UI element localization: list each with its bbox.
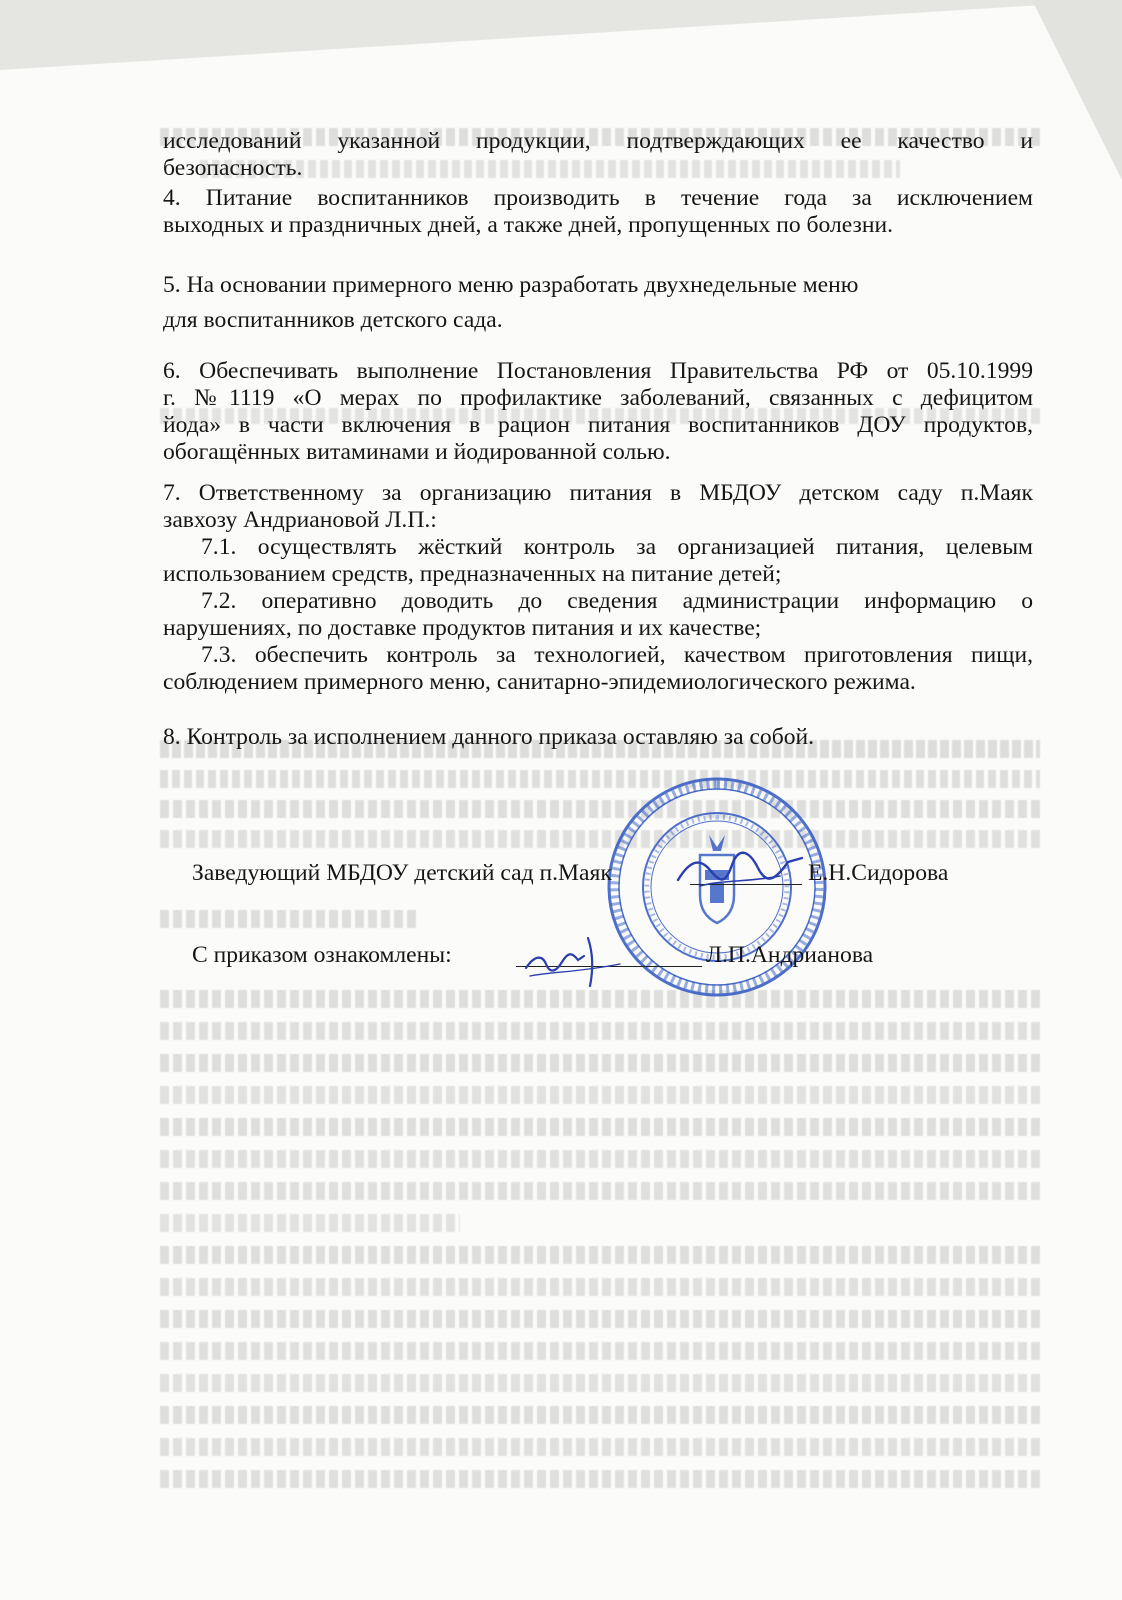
text-line: соблюдением примерного меню, санитарно-эпидемиологического режима. (163, 669, 916, 695)
scan-shadow (0, 0, 1122, 70)
text-line: 5. На основании примерного меню разработать двухнедельные меню (163, 272, 859, 298)
text-line: 7.2. оперативно доводить до сведения администрации информацию о (201, 588, 1033, 614)
text-line: 8. Контроль за исполнением данного приказа оставляю за собой. (163, 724, 815, 750)
head-signature-icon (670, 840, 810, 900)
paragraph-item-8 (163, 724, 1033, 751)
text-line: 7.1. осуществлять жёсткий контроль за организацией питания, целевым (201, 534, 1033, 560)
text-line: нарушениях, по доставке продуктов питания и их качестве; (163, 615, 762, 641)
text-line: для воспитанников детского сада. (163, 307, 503, 333)
paragraph-item-5 (163, 272, 1033, 334)
acknowledged-name: Л.П.Андрианова (706, 942, 874, 968)
paragraph-item-6 (163, 358, 1033, 466)
text-line: исследований указанной продукции, подтверждающих ее качество и (163, 128, 1033, 154)
acknowledged-signature-icon (520, 926, 630, 996)
paragraph-item-7 (163, 480, 1033, 696)
text-line: 7. Ответственному за организацию питания в МБДОУ детском саду п.Маяк (163, 480, 1033, 506)
text-line: 7.3. обеспечить контроль за технологией, качеством приготовления пищи, (201, 642, 1033, 668)
text-line: безопасность. (163, 155, 303, 181)
head-name: Е.Н.Сидорова (808, 860, 949, 886)
text-line: обогащённых витаминами и йодированной солью. (163, 439, 671, 465)
head-position: Заведующий МБДОУ детский сад п.Маяк (192, 860, 612, 886)
text-line: г. №1119 «О мерах по профилактике заболеваний, связанных с дефицитом (163, 385, 1033, 411)
text-line: завхозу Андриановой Л.П.: (163, 507, 437, 533)
paragraph-items-3-4 (163, 128, 1033, 239)
text-line: 4. Питание воспитанников производить в течение года за исключением (163, 185, 1033, 211)
page-corner (1032, 0, 1122, 180)
text-line: йода» в части включения в рацион питания воспитанников ДОУ продуктов, (163, 412, 1033, 438)
text-line: использованием средств, предназначенных на питание детей; (163, 561, 782, 587)
text-line: 6. Обеспечивать выполнение Постановления Правительства РФ от 05.10.1999 (163, 358, 1033, 384)
acknowledged-label: С приказом ознакомлены: (192, 942, 452, 968)
text-line: выходных и праздничных дней, а также дней, пропущенных по болезни. (163, 212, 894, 238)
